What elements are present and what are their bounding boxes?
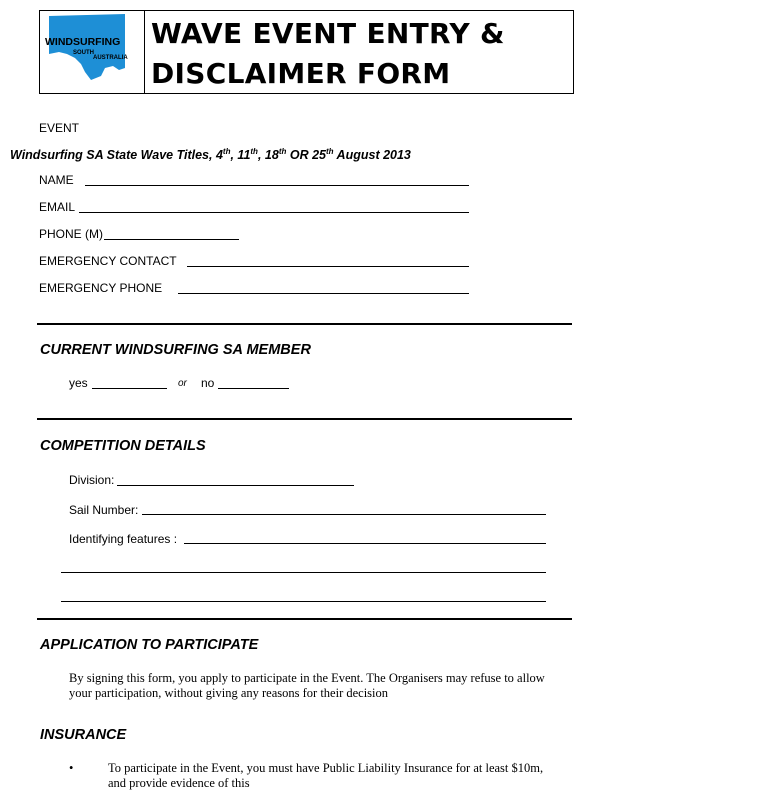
- emergency-phone-label: EMERGENCY PHONE: [39, 281, 163, 295]
- insurance-text-line2: and provide evidence of this: [108, 776, 250, 790]
- identifying-features-field[interactable]: [184, 543, 546, 544]
- member-no-label: no: [201, 376, 215, 390]
- title-line2: DISCLAIMER FORM: [151, 57, 451, 90]
- logo-line3: AUSTRALIA: [93, 55, 128, 61]
- insurance-heading: INSURANCE: [40, 727, 127, 743]
- name-label: NAME: [39, 173, 74, 187]
- email-field[interactable]: [79, 212, 469, 213]
- insurance-text: [108, 761, 543, 791]
- event-sep-1: , 11: [230, 148, 251, 163]
- event-sep-3: OR 25: [286, 148, 326, 163]
- division-field[interactable]: [117, 485, 354, 486]
- identifying-features-line-2[interactable]: [61, 572, 546, 573]
- logo-line2: SOUTH: [73, 50, 94, 56]
- emergency-contact-label: EMERGENCY CONTACT: [39, 254, 177, 268]
- insurance-bullet: •: [69, 761, 74, 775]
- identifying-features-label: Identifying features :: [69, 532, 178, 546]
- emergency-phone-field[interactable]: [178, 293, 469, 294]
- phone-label: PHONE (M): [39, 227, 103, 241]
- member-or-text: or: [178, 378, 187, 389]
- event-sup-2: th: [250, 147, 258, 156]
- name-field[interactable]: [85, 185, 469, 186]
- member-no-field[interactable]: [218, 388, 289, 389]
- member-yes-label: yes: [69, 376, 88, 390]
- application-text-line2: your participation, without giving any reasons for their decision: [69, 686, 389, 700]
- event-sup-4: th: [325, 147, 334, 156]
- application-heading: APPLICATION TO PARTICIPATE: [40, 637, 259, 653]
- event-sup-3: th: [278, 147, 287, 156]
- identifying-features-line-3[interactable]: [61, 601, 546, 602]
- event-tail: August 2013: [333, 148, 411, 163]
- event-name: [10, 147, 411, 162]
- application-text-line1: By signing this form, you apply to participate in the Event. The Organisers may refuse to allow: [69, 671, 545, 685]
- logo-box: [39, 10, 145, 94]
- logo-line1: WINDSURFING: [45, 36, 121, 48]
- form-title: [151, 14, 571, 94]
- event-sup-1: th: [222, 147, 231, 156]
- event-name-main: Windsurfing SA State Wave Titles, 4: [10, 148, 223, 163]
- event-label: EVENT: [39, 121, 80, 135]
- phone-field[interactable]: [104, 239, 239, 240]
- sail-number-field[interactable]: [142, 514, 546, 515]
- section-divider-3: [37, 618, 572, 620]
- emergency-contact-field[interactable]: [187, 266, 469, 267]
- member-yes-field[interactable]: [92, 388, 167, 389]
- sail-number-label: Sail Number:: [69, 503, 139, 517]
- application-text: [69, 671, 545, 701]
- competition-heading: COMPETITION DETAILS: [40, 438, 206, 454]
- email-label: EMAIL: [39, 200, 76, 214]
- section-divider-1: [37, 323, 572, 325]
- insurance-text-line1: To participate in the Event, you must have Public Liability Insurance for at least $10m,: [108, 761, 544, 775]
- windsurfing-sa-logo: [39, 10, 143, 92]
- division-label: Division:: [69, 473, 115, 487]
- title-line1: WAVE EVENT ENTRY &: [151, 17, 505, 50]
- section-divider-2: [37, 418, 572, 420]
- membership-heading: CURRENT WINDSURFING SA MEMBER: [40, 342, 311, 358]
- event-sep-2: , 18: [257, 148, 279, 163]
